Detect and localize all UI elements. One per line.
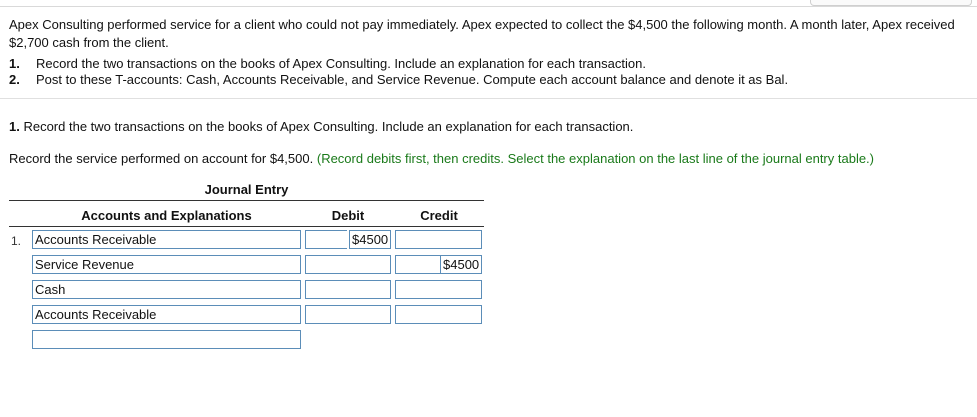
debit-field-1-left — [305, 230, 347, 249]
problem-steps — [9, 56, 969, 88]
credit-field-2[interactable]: $4500 — [440, 255, 482, 274]
problem-step — [9, 56, 969, 72]
explanation-field[interactable] — [32, 330, 301, 349]
account-field-4[interactable]: Accounts Receivable — [32, 305, 301, 324]
account-field-2[interactable]: Service Revenue — [32, 255, 301, 274]
step-number: 2. — [9, 72, 20, 87]
top-toolbar-button[interactable] — [810, 0, 972, 6]
debit-column-header: Debit — [331, 208, 365, 223]
part-title — [9, 119, 633, 134]
instruction-hint: (Record debits first, then credits. Select the explanation on the last line of the journal entry table.) — [316, 151, 874, 166]
step-text: Post to these T-accounts: Cash, Accounts Receivable, and Service Revenue. Compute each account balance and denote it as Bal. — [36, 72, 789, 87]
credit-field-4[interactable] — [395, 305, 482, 324]
credit-field-3[interactable] — [395, 280, 482, 299]
account-field-3[interactable]: Cash — [32, 280, 301, 299]
part-number: 1. — [9, 119, 20, 134]
section-divider — [0, 98, 977, 99]
step-text: Record the two transactions on the books of Apex Consulting. Include an explanation for each transaction. — [36, 56, 646, 71]
credit-field-2-left — [395, 255, 440, 274]
debit-field-1[interactable]: $4500 — [349, 230, 391, 249]
credit-field-1[interactable] — [395, 230, 482, 249]
problem-step — [9, 72, 969, 88]
part-title-text: Record the two transactions on the books of Apex Consulting. Include an explanation for each transaction. — [19, 119, 634, 134]
instruction — [9, 151, 874, 166]
problem-intro: Apex Consulting performed service for a client who could not pay immediately. Apex expected to collect the $4,500 the following month. A month later, Apex received $2,700 cash from the client. — [9, 17, 955, 50]
step-number: 1. — [9, 56, 20, 71]
journal-entry-title: Journal Entry — [204, 182, 289, 197]
debit-field-3[interactable] — [305, 280, 391, 299]
top-divider — [0, 6, 977, 7]
account-field-1[interactable]: Accounts Receivable — [32, 230, 301, 249]
journal-title-rule — [9, 200, 484, 201]
debit-field-4[interactable] — [305, 305, 391, 324]
debit-field-2[interactable] — [305, 255, 391, 274]
credit-column-header: Credit — [420, 208, 458, 223]
entry-row-number: 1. — [11, 234, 22, 248]
accounts-column-header: Accounts and Explanations — [81, 208, 252, 223]
instruction-text: Record the service performed on account for $4,500. — [9, 151, 314, 166]
header-rule — [9, 226, 484, 227]
